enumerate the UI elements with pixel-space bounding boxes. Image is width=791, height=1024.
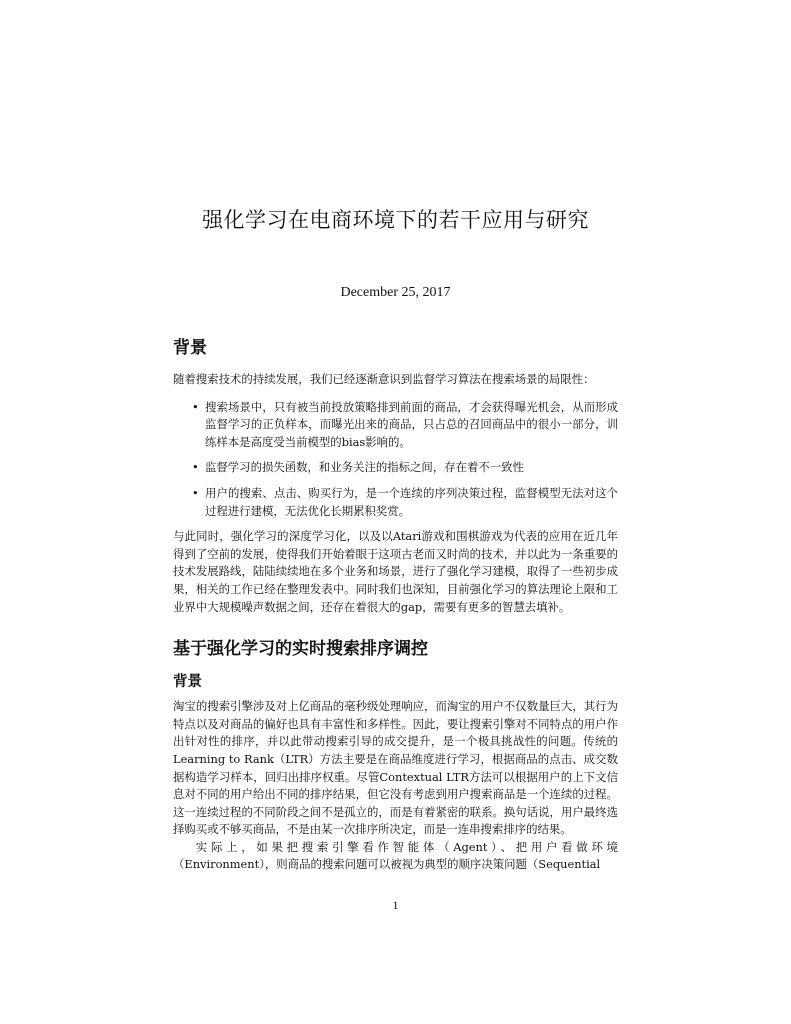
list-item xyxy=(192,399,618,452)
list-item-text: 搜索场景中，只有被当前投放策略排到前面的商品，才会获得曝光机会，从而形成监督学习的正负样本，而曝光出来的商品，只占总的召回商品中的很小一部分，训练样本是高度受当前模型的bias影响的。 xyxy=(205,399,618,449)
paper-date: December 25, 2017 xyxy=(340,285,451,300)
closing-paragraph: 与此同时，强化学习的深度学习化，以及以Atari游戏和围棋游戏为代表的应用在近几年得到了空前的发展，使得我们开始着眼于这项古老而又时尚的技术，并以此为一条重要的技术发展路线，陆陆续续地在多个业务和场景，进行了强化学习建模，取得了一些初步成果，相关的工作已经在整理发表中。同时我们也深知，目前强化学习的算法理论上限和工业界中大规模噪声数据之间，还存在着很大的gap，需要有更多的智慧去填补。 xyxy=(173,529,618,614)
bullet-icon: • xyxy=(192,399,199,414)
paper-title: 强化学习在电商环境下的若干应用与研究 xyxy=(202,208,589,232)
body-paragraph-1: 淘宝的搜索引擎涉及对上亿商品的毫秒级处理响应，而淘宝的用户不仅数量巨大，其行为特点以及对商品的偏好也具有丰富性和多样性。因此，要让搜索引擎对不同特点的用户作出针对性的排序，并以此带动搜索引导的成交提升，是一个极具挑战性的问题。传统的Learning to Rank（LTR）方法主要是在商品维度进行学习，根据商品的点击、成交数据构造学习样本，回归出排序权重。尽管Contextual LTR方法可以根据用户的上下文信息对不同的用户给出不同的排序结果，但它没有考虑到用户搜索商品是一个连续的过程。这一连续过程的不同阶段之间不是孤立的，而是有着紧密的联系。换句话说，用户最终选择购买或不够买商品，不是由某一次排序所决定，而是一连串搜索排序的结果。 xyxy=(173,699,618,837)
paper-body xyxy=(173,337,618,874)
page-number: 1 xyxy=(392,898,399,912)
bullet-icon: • xyxy=(192,460,199,475)
body-paragraph-2: 实际上，如果把搜索引擎看作智能体（Agent）、把用户看做环境（Environment），则商品的搜索问题可以被视为典型的顺序决策问题（Sequential xyxy=(173,839,618,872)
limitations-list xyxy=(173,399,618,521)
intro-paragraph: 随着搜索技术的持续发展，我们已经逐渐意识到监督学习算法在搜索场景的局限性： xyxy=(173,372,595,386)
list-item-text: 用户的搜索、点击、购买行为，是一个连续的序列决策过程，监督模型无法对这个过程进行建模，无法优化长期累积奖赏。 xyxy=(205,485,618,518)
bullet-icon: • xyxy=(192,485,199,500)
section-heading-background: 背景 xyxy=(173,338,207,358)
section-heading-rl-ranking: 基于强化学习的实时搜索排序调控 xyxy=(173,639,428,660)
subsection-heading-background: 背景 xyxy=(173,673,202,691)
list-item xyxy=(192,485,618,520)
list-item xyxy=(192,459,618,477)
list-item-text: 监督学习的损失函数，和业务关注的指标之间，存在着不一致性 xyxy=(205,460,524,475)
